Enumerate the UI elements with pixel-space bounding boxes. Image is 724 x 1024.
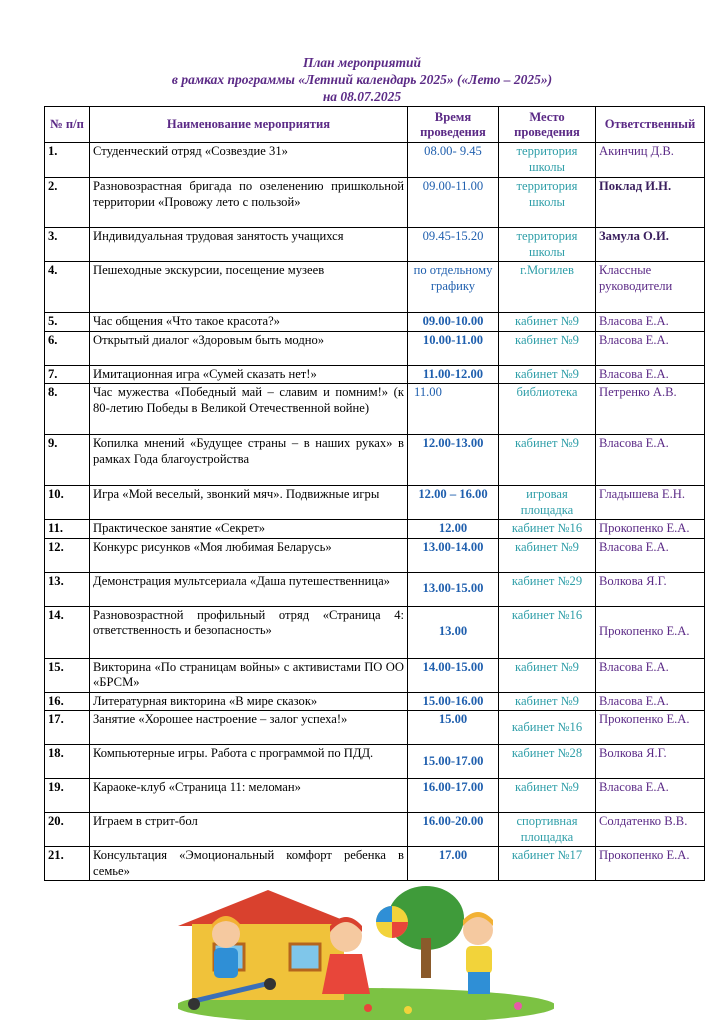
title-line-3: на 08.07.2025 xyxy=(322,89,402,104)
event-time: 12.00-13.00 xyxy=(408,435,499,486)
event-time: 12.00 – 16.00 xyxy=(408,486,499,520)
event-responsible: Власова Е.А. xyxy=(596,692,705,711)
table-row xyxy=(45,228,705,262)
event-place: кабинет №29 xyxy=(499,572,596,606)
event-name: Демонстрация мультсериала «Даша путешественница» xyxy=(90,572,408,606)
event-place: спортивная площадка xyxy=(499,813,596,847)
table-row xyxy=(45,262,705,313)
children-playing-illustration xyxy=(178,878,554,1020)
event-time: по отдельному графику xyxy=(408,262,499,313)
event-name: Конкурс рисунков «Моя любимая Беларусь» xyxy=(90,538,408,572)
event-place: кабинет №16 xyxy=(499,520,596,539)
event-responsible: Классные руководители xyxy=(596,262,705,313)
event-place: кабинет №9 xyxy=(499,538,596,572)
event-time: 13.00 xyxy=(408,606,499,658)
event-name: Час мужества «Победный май – славим и помним!» (к 80-летию Победы в Великой Отечественной войне) xyxy=(90,384,408,435)
table-row xyxy=(45,178,705,228)
event-place: кабинет №9 xyxy=(499,331,596,365)
table-row xyxy=(45,143,705,178)
column-header-resp: Ответственный xyxy=(596,107,705,143)
row-number: 10. xyxy=(45,486,90,520)
window-shape xyxy=(290,944,320,970)
event-place: территория школы xyxy=(499,143,596,178)
roof-shape xyxy=(178,890,358,926)
row-number: 4. xyxy=(45,262,90,313)
table-row xyxy=(45,435,705,486)
event-name: Имитационная игра «Сумей сказать нет!» xyxy=(90,365,408,384)
flower-shape xyxy=(364,1004,372,1012)
event-place: территория школы xyxy=(499,178,596,228)
event-name: Копилка мнений «Будущее страны – в наших руках» в рамках Года благоустройства xyxy=(90,435,408,486)
event-responsible: Власова Е.А. xyxy=(596,435,705,486)
row-number: 20. xyxy=(45,813,90,847)
table-row xyxy=(45,384,705,435)
scooter-wheel-shape xyxy=(264,978,276,990)
row-number: 14. xyxy=(45,606,90,658)
event-name: Консультация «Эмоциональный комфорт ребенка в семье» xyxy=(90,847,408,881)
row-number: 1. xyxy=(45,143,90,178)
event-name: Пешеходные экскурсии, посещение музеев xyxy=(90,262,408,313)
event-place: кабинет №9 xyxy=(499,779,596,813)
event-time: 15.00-17.00 xyxy=(408,745,499,779)
table-row xyxy=(45,847,705,881)
event-responsible: Волкова Я.Г. xyxy=(596,572,705,606)
event-place: кабинет №9 xyxy=(499,692,596,711)
event-name: Индивидуальная трудовая занятость учащихся xyxy=(90,228,408,262)
table-row xyxy=(45,711,705,745)
event-responsible: Замула О.И. xyxy=(596,228,705,262)
tree-trunk-shape xyxy=(421,938,431,978)
row-number: 12. xyxy=(45,538,90,572)
event-time: 10.00-11.00 xyxy=(408,331,499,365)
flower-shape xyxy=(404,1006,412,1014)
row-number: 17. xyxy=(45,711,90,745)
event-responsible: Власова Е.А. xyxy=(596,538,705,572)
event-time: 09.00-11.00 xyxy=(408,178,499,228)
event-responsible: Прокопенко Е.А. xyxy=(596,711,705,745)
table-row xyxy=(45,520,705,539)
event-responsible: Власова Е.А. xyxy=(596,779,705,813)
event-name: Караоке-клуб «Страница 11: меломан» xyxy=(90,779,408,813)
event-responsible: Петренко А.В. xyxy=(596,384,705,435)
event-time: 08.00- 9.45 xyxy=(408,143,499,178)
event-name: Игра «Мой веселый, звонкий мяч». Подвижные игры xyxy=(90,486,408,520)
event-time: 12.00 xyxy=(408,520,499,539)
event-time: 15.00 xyxy=(408,711,499,745)
event-name: Открытый диалог «Здоровым быть модно» xyxy=(90,331,408,365)
column-header-time: Время проведения xyxy=(408,107,499,143)
table-header-row xyxy=(45,107,705,143)
event-responsible: Гладышева Е.Н. xyxy=(596,486,705,520)
event-time: 13.00-15.00 xyxy=(408,572,499,606)
flower-shape xyxy=(514,1002,522,1010)
table-row xyxy=(45,745,705,779)
child-shorts-shape xyxy=(468,972,490,994)
event-place: кабинет №16 xyxy=(499,606,596,658)
title-line-1: План мероприятий xyxy=(302,55,422,70)
table-row xyxy=(45,313,705,332)
event-responsible: Поклад И.Н. xyxy=(596,178,705,228)
table-row xyxy=(45,331,705,365)
event-place: кабинет №9 xyxy=(499,658,596,692)
event-name: Разновозрастной профильный отряд «Страница 4: ответственность и безопасность» xyxy=(90,606,408,658)
event-name: Играем в стрит-бол xyxy=(90,813,408,847)
event-name: Занятие «Хорошее настроение – залог успеха!» xyxy=(90,711,408,745)
column-header-place: Место проведения xyxy=(499,107,596,143)
row-number: 21. xyxy=(45,847,90,881)
row-number: 16. xyxy=(45,692,90,711)
table-row xyxy=(45,692,705,711)
event-responsible: Власова Е.А. xyxy=(596,658,705,692)
table-row xyxy=(45,486,705,520)
scooter-wheel-shape xyxy=(188,998,200,1010)
child-dress-shape xyxy=(322,954,370,994)
event-name: Разновозрастная бригада по озеленению пришкольной территории «Провожу лето с пользой» xyxy=(90,178,408,228)
table-row xyxy=(45,572,705,606)
event-place: кабинет №9 xyxy=(499,313,596,332)
event-responsible: Власова Е.А. xyxy=(596,365,705,384)
event-responsible: Прокопенко Е.А. xyxy=(596,847,705,881)
event-time: 17.00 xyxy=(408,847,499,881)
event-time: 13.00-14.00 xyxy=(408,538,499,572)
event-time: 11.00-12.00 xyxy=(408,365,499,384)
table-row xyxy=(45,365,705,384)
column-header-name: Наименование мероприятия xyxy=(90,107,408,143)
table-row xyxy=(45,658,705,692)
row-number: 3. xyxy=(45,228,90,262)
event-place: кабинет №28 xyxy=(499,745,596,779)
event-responsible: Волкова Я.Г. xyxy=(596,745,705,779)
child-shirt-shape xyxy=(214,948,238,978)
table-row xyxy=(45,538,705,572)
event-place: кабинет №9 xyxy=(499,435,596,486)
event-name: Практическое занятие «Секрет» xyxy=(90,520,408,539)
column-header-num: № п/п xyxy=(45,107,90,143)
events-table xyxy=(44,106,705,881)
event-name: Литературная викторина «В мире сказок» xyxy=(90,692,408,711)
child-shirt-shape xyxy=(466,946,492,974)
row-number: 2. xyxy=(45,178,90,228)
event-time: 09.00-10.00 xyxy=(408,313,499,332)
event-place: кабинет №9 xyxy=(499,365,596,384)
event-responsible: Власова Е.А. xyxy=(596,331,705,365)
event-time: 09.45-15.20 xyxy=(408,228,499,262)
table-row xyxy=(45,606,705,658)
row-number: 7. xyxy=(45,365,90,384)
row-number: 8. xyxy=(45,384,90,435)
event-time: 16.00-17.00 xyxy=(408,779,499,813)
ball-panel-shape xyxy=(376,906,392,922)
table-row xyxy=(45,779,705,813)
event-time: 16.00-20.00 xyxy=(408,813,499,847)
event-responsible: Прокопенко Е.А. xyxy=(596,606,705,658)
event-name: Студенческий отряд «Созвездие 31» xyxy=(90,143,408,178)
document-title xyxy=(0,54,724,105)
row-number: 15. xyxy=(45,658,90,692)
row-number: 9. xyxy=(45,435,90,486)
table-row xyxy=(45,813,705,847)
row-number: 19. xyxy=(45,779,90,813)
event-time: 11.00 xyxy=(408,384,499,435)
event-place: территория школы xyxy=(499,228,596,262)
event-name: Викторина «По страницам войны» с активистами ПО ОО «БРСМ» xyxy=(90,658,408,692)
event-time: 15.00-16.00 xyxy=(408,692,499,711)
title-line-2: в рамках программы «Летний календарь 2025» («Лето – 2025») xyxy=(171,72,553,87)
event-responsible: Акинчиц Д.В. xyxy=(596,143,705,178)
event-time: 14.00-15.00 xyxy=(408,658,499,692)
row-number: 18. xyxy=(45,745,90,779)
row-number: 11. xyxy=(45,520,90,539)
event-place: кабинет №17 xyxy=(499,847,596,881)
event-responsible: Солдатенко В.В. xyxy=(596,813,705,847)
event-name: Час общения «Что такое красота?» xyxy=(90,313,408,332)
event-place: г.Могилев xyxy=(499,262,596,313)
row-number: 5. xyxy=(45,313,90,332)
event-place: библиотека xyxy=(499,384,596,435)
event-name: Компьютерные игры. Работа с программой по ПДД. xyxy=(90,745,408,779)
row-number: 6. xyxy=(45,331,90,365)
event-responsible: Прокопенко Е.А. xyxy=(596,520,705,539)
event-responsible: Власова Е.А. xyxy=(596,313,705,332)
event-place: кабинет №16 xyxy=(499,711,596,745)
event-place: игровая площадка xyxy=(499,486,596,520)
row-number: 13. xyxy=(45,572,90,606)
